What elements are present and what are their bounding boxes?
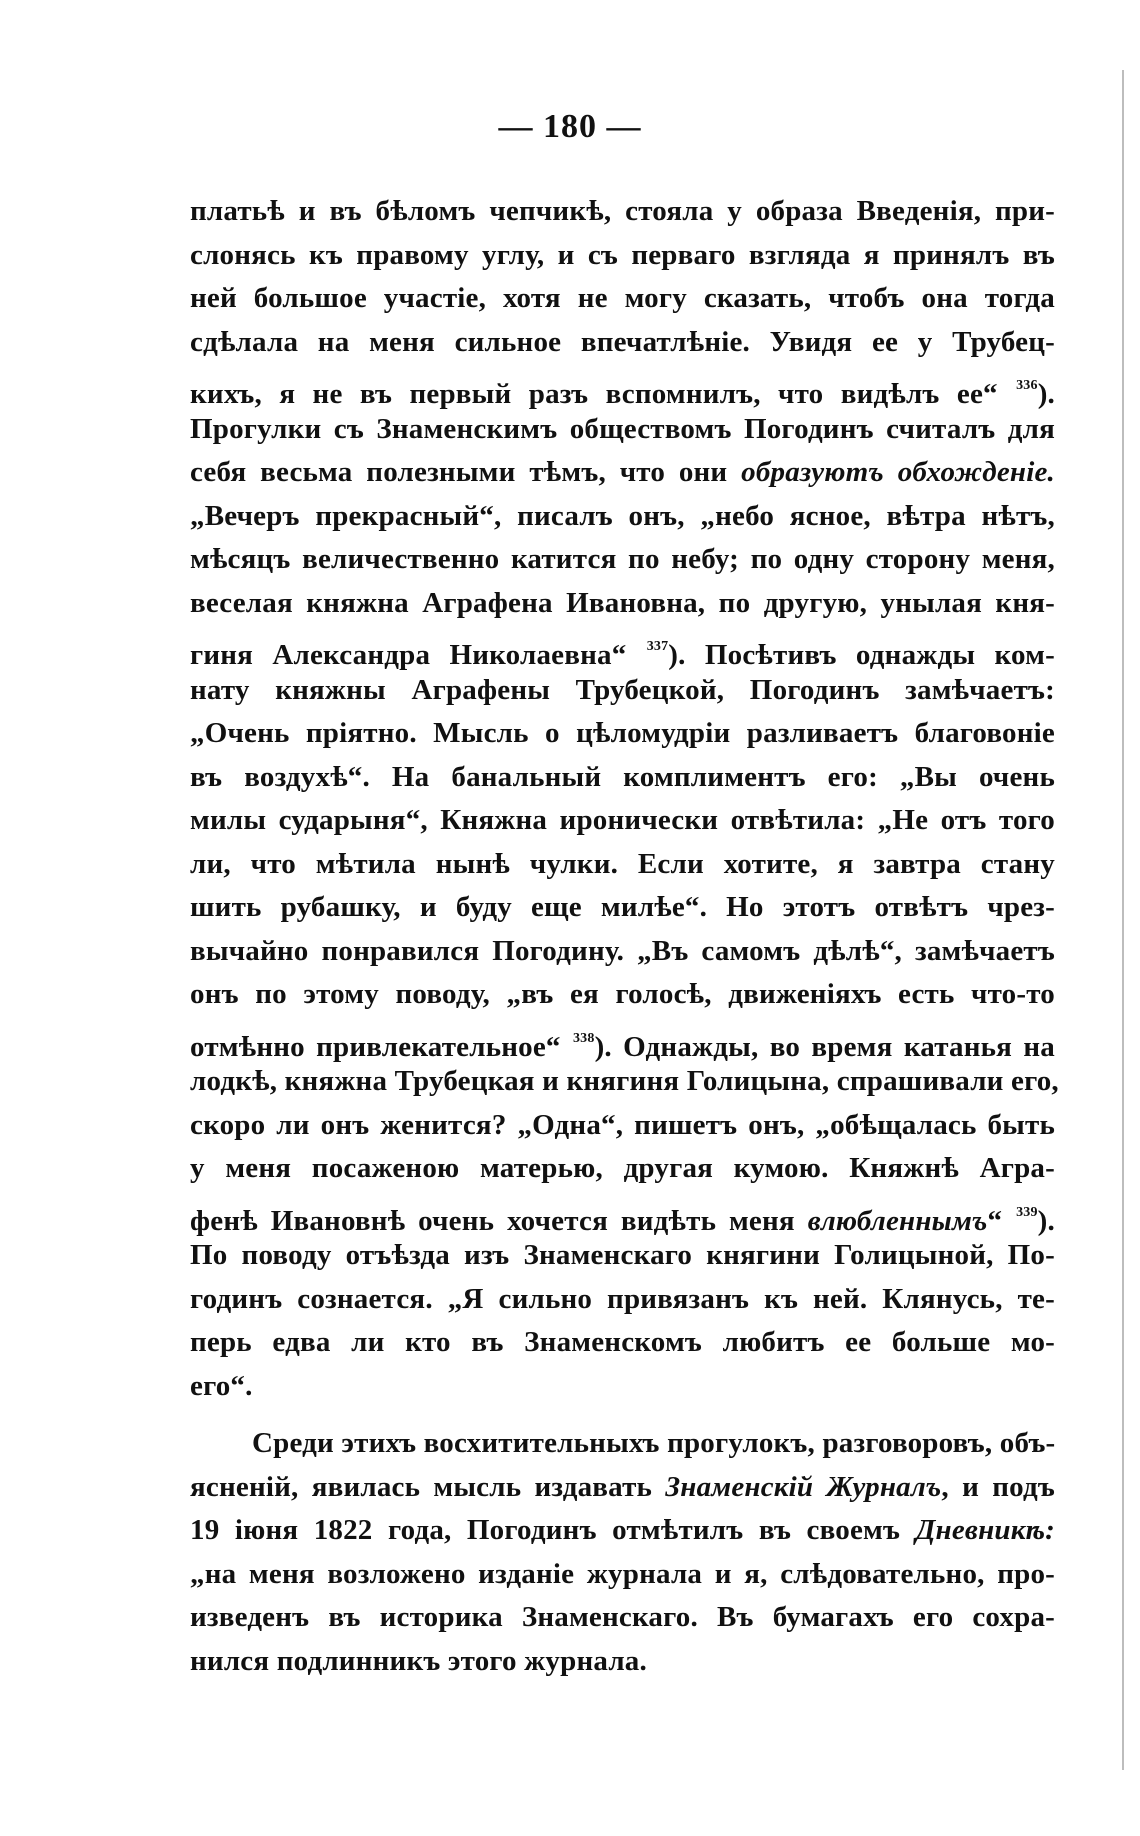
text-segment: ли, что мѣтила нынѣ чулки. Если хотите, я завтра стану: [190, 847, 1055, 880]
text-line: [190, 973, 1055, 1017]
text-line: [190, 1422, 1055, 1466]
footnote-ref: 338: [572, 1030, 595, 1046]
text-segment: слонясь къ правому углу, и съ перваго взгляда я принялъ въ: [190, 238, 1055, 271]
body-text: [190, 190, 1059, 1683]
text-line: [190, 1234, 1055, 1278]
text-segment: перь едва ли кто въ Знаменскомъ любитъ ее больше мо-: [190, 1326, 1055, 1358]
text-line: [190, 756, 1055, 800]
text-segment: шить рубашку, и буду еще милѣе“. Но этотъ отвѣтъ чрез-: [190, 891, 1055, 923]
text-line: [190, 843, 1055, 887]
text-line: [190, 1553, 1055, 1597]
text-segment: ).: [1037, 378, 1055, 410]
text-segment: Среди этихъ восхитительныхъ прогулокъ, разговоровъ, объ-: [252, 1427, 1056, 1459]
text-line: [190, 886, 1055, 930]
text-segment: мѣсяцъ величественно катится по небу; по одну сторону меня,: [190, 543, 1055, 575]
text-segment: изведенъ въ историка Знаменскаго. Въ бумагахъ его сохра-: [190, 1601, 1055, 1633]
paragraph: [190, 1422, 1055, 1683]
text-line: [190, 408, 1055, 452]
text-line: [190, 1191, 1055, 1235]
text-line: [190, 495, 1055, 539]
footnote-ref: 336: [1016, 378, 1038, 393]
text-segment: онъ по этому поводу, „въ ея голосѣ, движеніяхъ есть что-то: [190, 978, 1055, 1010]
text-line: [190, 1147, 1055, 1191]
text-segment: Прогулки съ Знаменскимъ обществомъ Погодинъ считалъ для: [190, 412, 1055, 445]
text-segment: По поводу отъѣзда изъ Знаменскаго княгини Голицыной, По-: [190, 1239, 1055, 1271]
text-line: [190, 1104, 1055, 1148]
text-segment: ). Однажды, во время катанья на: [594, 1030, 1055, 1063]
text-line: [190, 1466, 1055, 1510]
text-segment: годинъ сознается. „Я сильно привязанъ къ ней. Клянусь, те-: [190, 1282, 1055, 1315]
paragraph: [190, 190, 1059, 1408]
text-segment: себя весьма полезными тѣмъ, что они: [190, 456, 742, 488]
text-line: [190, 799, 1055, 843]
text-segment: ясненій, явилась мысль издавать: [190, 1470, 666, 1503]
text-line: [190, 1278, 1055, 1322]
text-line: [190, 1017, 1055, 1061]
footnote-ref: 337: [646, 639, 669, 654]
text-segment: лодкѣ, княжна Трубецкая и княгиня Голицына, спрашивали его,: [190, 1065, 1059, 1097]
text-segment: веселая княжна Аграфена Ивановна, по другую, унылая кня-: [190, 586, 1055, 619]
text-segment: ).: [1037, 1204, 1055, 1237]
text-segment: „на меня возложено изданіе журнала и я, слѣдовательно, про-: [190, 1557, 1055, 1590]
italic-text: образуютъ обхожденіе.: [741, 456, 1055, 488]
text-line: [190, 1509, 1055, 1553]
text-line: [190, 712, 1055, 756]
text-segment: 19 іюня 1822 года, Погодинъ отмѣтилъ въ своемъ: [190, 1514, 916, 1546]
text-segment: сдѣлала на меня сильное впечатлѣніе. Увидя ее у Трубец-: [190, 325, 1055, 358]
text-line: [190, 582, 1055, 626]
text-segment: отмѣнно привлекательное“: [190, 1030, 572, 1063]
text-segment: скоро ли онъ женится? „Одна“, пишетъ онъ, „обѣщалась быть: [190, 1108, 1055, 1141]
text-line: [190, 1596, 1055, 1640]
text-segment: ней большое участіе, хотя не могу сказать, чтобъ она тогда: [190, 282, 1055, 314]
page-number: — 180 —: [498, 108, 642, 145]
text-line: [190, 190, 1055, 234]
text-line: [190, 451, 1055, 495]
text-segment: фенѣ Ивановнѣ очень хочется видѣть меня: [190, 1204, 808, 1237]
text-segment: , и подъ: [941, 1470, 1055, 1503]
text-line: [190, 669, 1055, 713]
text-segment: ). Посѣтивъ однажды ком-: [668, 639, 1055, 671]
text-line: [190, 364, 1055, 408]
text-segment: “: [987, 1204, 1016, 1237]
italic-text: Дневникѣ:: [915, 1514, 1055, 1546]
text-line: [190, 234, 1055, 278]
text-line: [190, 1060, 1059, 1104]
text-line: [190, 625, 1055, 669]
text-line: [190, 1365, 1055, 1409]
text-segment: его“.: [190, 1369, 253, 1402]
text-segment: нату княжны Аграфены Трубецкой, Погодинъ замѣчаетъ:: [190, 673, 1055, 706]
text-segment: платьѣ и въ бѣломъ чепчикѣ, стояла у образа Введенія, при-: [190, 195, 1055, 227]
text-segment: кихъ, я не въ первый разъ вспомнилъ, что видѣлъ ее“: [190, 378, 1016, 410]
text-line: [190, 277, 1055, 321]
footnote-ref: 339: [1016, 1204, 1038, 1220]
text-line: [190, 538, 1055, 582]
italic-text: Знаменскій Журналъ: [665, 1470, 942, 1503]
text-segment: милы сударыня“, Княжна иронически отвѣтила: „Не отъ того: [190, 804, 1055, 836]
text-line: [190, 930, 1055, 974]
italic-text: влюбленнымъ: [807, 1204, 988, 1237]
text-segment: „Очень пріятно. Мысль о цѣломудріи разливаетъ благовоніе: [190, 717, 1055, 749]
text-line: [190, 1321, 1055, 1365]
text-line: [190, 1640, 1055, 1684]
text-segment: нился подлинникъ этого журнала.: [190, 1644, 647, 1677]
text-segment: у меня посаженою матерью, другая кумою. Княжнѣ Агра-: [190, 1152, 1055, 1184]
text-segment: гиня Александра Николаевна“: [190, 639, 646, 671]
text-segment: въ воздухѣ“. На банальный комплиментъ его: „Вы очень: [190, 760, 1055, 793]
text-line: [190, 321, 1055, 365]
text-segment: вычайно понравился Погодину. „Въ самомъ дѣлѣ“, замѣчаетъ: [190, 934, 1055, 967]
page-edge-rule: [1122, 70, 1124, 1770]
text-segment: „Вечеръ прекрасный“, писалъ онъ, „небо ясное, вѣтра нѣтъ,: [190, 499, 1055, 532]
